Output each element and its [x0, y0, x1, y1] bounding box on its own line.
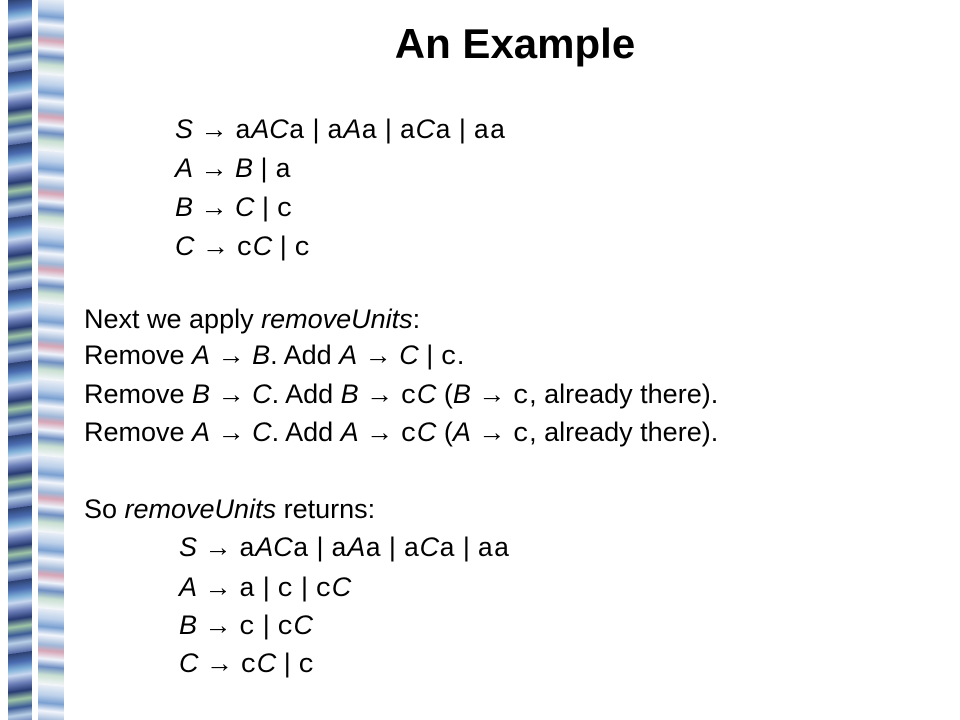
text-segment: →	[194, 231, 237, 261]
text-segment: →	[210, 340, 253, 370]
text-segment: |	[255, 610, 278, 640]
terminal-symbol: a	[292, 535, 309, 565]
result-rule	[179, 574, 351, 604]
text-segment: , already there).	[529, 379, 719, 409]
nonterminal-symbol: C	[331, 572, 352, 602]
nonterminal-symbol: B	[252, 340, 271, 370]
text-segment: |	[451, 114, 474, 144]
text-segment: |	[255, 572, 278, 602]
nonterminal-symbol: C	[235, 192, 255, 222]
terminal-symbol: c	[240, 651, 257, 681]
terminal-symbol: aa	[477, 535, 510, 565]
nonterminal-symbol: C	[415, 114, 436, 144]
nonterminal-symbol: B	[452, 379, 471, 409]
nonterminal-symbol: A	[343, 114, 362, 144]
nonterminal-symbol: C	[416, 417, 437, 447]
result-rule	[179, 534, 510, 564]
text-segment: →	[358, 379, 401, 409]
nonterminal-symbol: C	[399, 340, 419, 370]
terminal-symbol: a	[326, 117, 344, 147]
terminal-symbol: a	[365, 535, 382, 565]
result-rule	[179, 650, 314, 680]
terminal-symbol: a	[275, 156, 292, 186]
text-segment: Remove	[84, 417, 193, 447]
text-segment: |	[304, 114, 327, 144]
nonterminal-symbol: B	[235, 153, 254, 183]
text-segment: So	[84, 494, 125, 524]
nonterminal-symbol: C	[175, 231, 195, 261]
text-segment: Remove	[84, 379, 193, 409]
text-segment: |	[377, 114, 400, 144]
text-segment: →	[197, 610, 240, 640]
text-segment: →	[193, 153, 236, 183]
text-segment: |	[418, 340, 441, 370]
text-segment: |	[293, 572, 316, 602]
text-segment: |	[254, 192, 277, 222]
grammar-rule	[175, 194, 293, 224]
text-segment: (	[436, 417, 453, 447]
terminal-symbol: a	[403, 535, 420, 565]
text-segment: Next we apply	[84, 304, 262, 334]
text-segment: →	[210, 417, 253, 447]
terminal-symbol: c	[315, 575, 332, 605]
text-segment: →	[357, 340, 400, 370]
text-segment: →	[193, 114, 236, 144]
terminal-symbol: c	[276, 195, 293, 225]
grammar-rule	[175, 233, 310, 263]
nonterminal-symbol: B	[340, 379, 359, 409]
nonterminal-symbol: A	[175, 153, 194, 183]
nonterminal-symbol: AC	[255, 532, 293, 562]
result-rule	[179, 612, 313, 642]
grammar-rule	[175, 155, 291, 185]
terminal-symbol: a	[239, 575, 256, 605]
text-segment: returns:	[276, 494, 376, 524]
step-line	[84, 342, 464, 372]
step-intro	[84, 306, 420, 333]
nonterminal-symbol: B	[175, 192, 194, 222]
text-segment: :	[412, 304, 421, 334]
grammar-rule	[175, 116, 506, 146]
nonterminal-symbol: C	[252, 417, 272, 447]
nonterminal-symbol: A	[347, 532, 366, 562]
text-segment: |	[308, 532, 331, 562]
text-segment: →	[358, 417, 401, 447]
nonterminal-symbol: B	[192, 379, 211, 409]
terminal-symbol: aa	[473, 117, 506, 147]
nonterminal-symbol: C	[416, 379, 437, 409]
slide-title: An Example	[394, 20, 636, 67]
text-segment: →	[197, 572, 240, 602]
nonterminal-symbol: C	[419, 532, 440, 562]
text-segment: . Add	[271, 417, 341, 447]
text-segment: →	[470, 417, 513, 447]
terminal-symbol: c	[512, 420, 530, 450]
text-segment: |	[455, 532, 478, 562]
text-segment: →	[470, 379, 513, 409]
nonterminal-symbol: A	[192, 340, 211, 370]
terminal-symbol: c	[400, 382, 417, 412]
terminal-symbol: c	[294, 234, 311, 264]
nonterminal-symbol: C	[256, 648, 277, 678]
nonterminal-symbol: S	[175, 114, 194, 144]
terminal-symbol: c	[440, 343, 457, 373]
terminal-symbol: a	[235, 117, 252, 147]
text-segment: , already there).	[529, 417, 719, 447]
nonterminal-symbol: AC	[251, 114, 289, 144]
nonterminal-symbol: B	[179, 610, 198, 640]
terminal-symbol: c	[239, 613, 256, 643]
step-line	[84, 381, 718, 411]
nonterminal-symbol: S	[179, 532, 198, 562]
nonterminal-symbol: C	[252, 231, 273, 261]
result-intro	[84, 496, 375, 523]
text-segment: →	[197, 532, 240, 562]
text-segment: |	[272, 231, 295, 261]
nonterminal-symbol: C	[252, 379, 272, 409]
nonterminal-symbol: C	[293, 610, 313, 640]
terminal-symbol: a	[239, 535, 256, 565]
text-segment: →	[193, 192, 236, 222]
text-segment: Remove	[84, 340, 193, 370]
terminal-symbol: c	[236, 234, 253, 264]
text-segment: .	[456, 340, 465, 370]
terminal-symbol: a	[399, 117, 416, 147]
text-segment: |	[253, 153, 276, 183]
step-line	[84, 419, 718, 449]
text-segment: (	[436, 379, 453, 409]
terminal-symbol: a	[288, 117, 305, 147]
nonterminal-symbol: removeUnits	[124, 494, 277, 524]
text-segment: |	[381, 532, 404, 562]
terminal-symbol: c	[400, 420, 417, 450]
terminal-symbol: a	[435, 117, 452, 147]
nonterminal-symbol: A	[192, 417, 211, 447]
nonterminal-symbol: A	[339, 340, 358, 370]
nonterminal-symbol: removeUnits	[261, 304, 413, 334]
nonterminal-symbol: A	[452, 417, 471, 447]
terminal-symbol: c	[277, 575, 294, 605]
terminal-symbol: a	[361, 117, 378, 147]
terminal-symbol: c	[512, 382, 530, 412]
terminal-symbol: a	[330, 535, 348, 565]
terminal-symbol: a	[439, 535, 456, 565]
text-segment: →	[210, 379, 253, 409]
text-segment: |	[276, 648, 299, 678]
nonterminal-symbol: C	[179, 648, 199, 678]
terminal-symbol: c	[298, 651, 315, 681]
text-segment: →	[198, 648, 241, 678]
nonterminal-symbol: A	[340, 417, 359, 447]
text-segment: . Add	[271, 379, 341, 409]
nonterminal-symbol: A	[179, 572, 198, 602]
text-segment: . Add	[270, 340, 340, 370]
terminal-symbol: c	[277, 613, 294, 643]
